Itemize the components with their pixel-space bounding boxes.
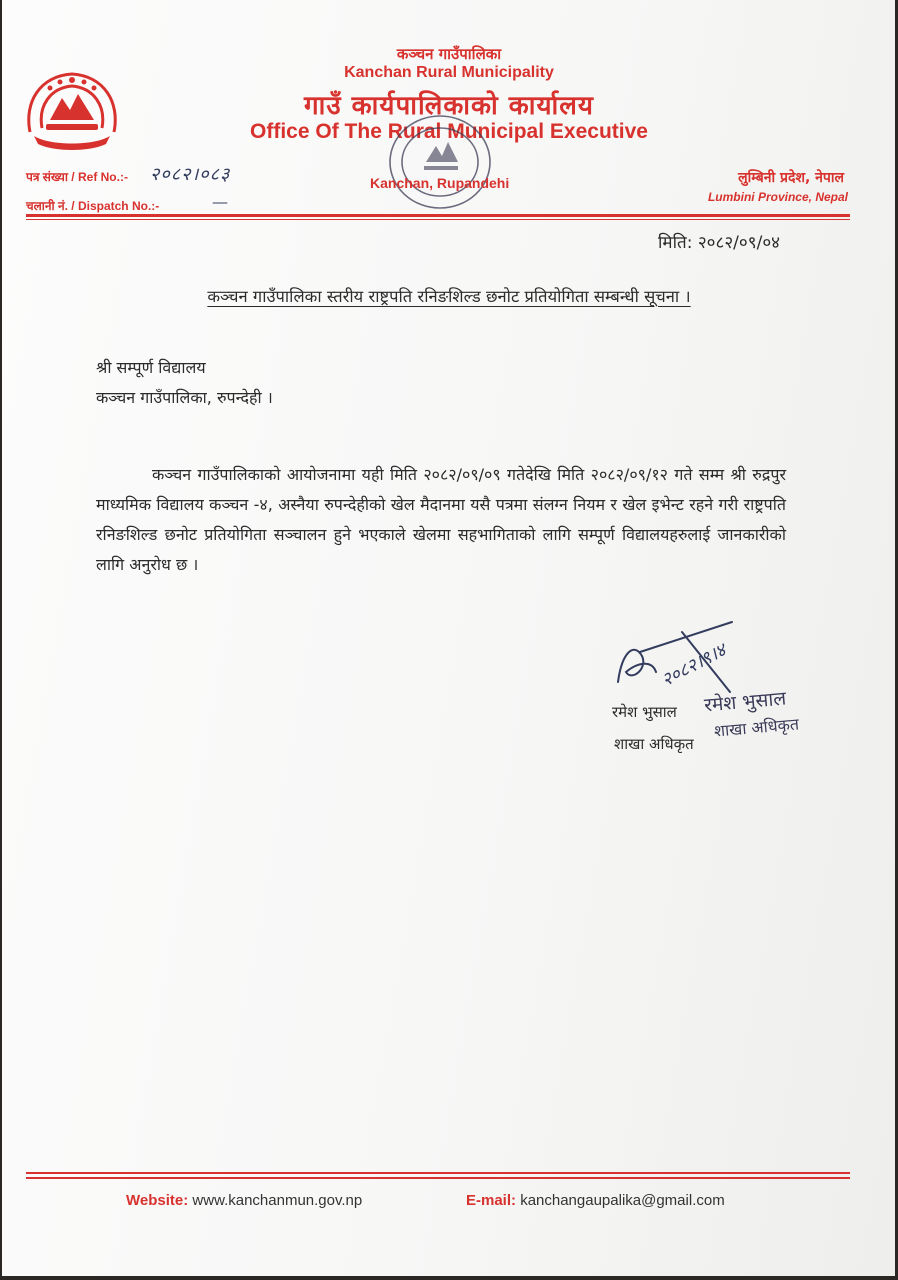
email-value[interactable]: kanchangaupalika@gmail.com — [520, 1192, 725, 1209]
signature-stamp-title: शाखा अधिकृत — [713, 714, 800, 741]
recipient-line-1: श्री सम्पूर्ण विद्यालय — [96, 358, 206, 377]
signatory-title: शाखा अधिकृत — [614, 735, 694, 753]
website-value[interactable]: www.kanchanmun.gov.np — [192, 1192, 363, 1209]
province-english: Lumbini Province, Nepal — [707, 190, 848, 204]
handwritten-signature-icon — [612, 612, 742, 702]
official-seal-icon — [386, 112, 494, 212]
footer-divider-second — [26, 1177, 850, 1179]
recipient-line-2: कञ्चन गाउँपालिका, रुपन्देही । — [96, 388, 273, 407]
ref-no-label: पत्र संख्या / Ref No.:- — [26, 170, 128, 184]
municipality-name-english: Kanchan Rural Municipality — [344, 64, 554, 81]
dispatch-no-label: चलानी नं. / Dispatch No.:- — [26, 199, 160, 213]
office-name-nepali: गाउँ कार्यपालिकाको कार्यालय — [304, 91, 594, 121]
dispatch-no-value: — — [212, 192, 228, 211]
footer-email — [466, 1192, 725, 1209]
website-label: Website: — [126, 1192, 189, 1209]
signature-stamp-name: रमेश भुसाल — [703, 687, 787, 717]
footer-divider — [26, 1172, 850, 1174]
email-label: E-mail: — [466, 1192, 517, 1209]
letter-body: कञ्चन गाउँपालिकाको आयोजनामा यही मिति २०८२/०९/०९ गतेदेखि मिति २०८२/०९/१२ गते सम्म श्री रुद्रपुर माध्यमिक विद्यालय कञ्चन -४, अस्नैया रुपन्देहीको खेल मैदानमा यसै पत्रमा संलग्न नियम र खेल इभेन्ट रहने गरी राष्ट्रपति रनिङशिल्ड छनोट प्रतियोगिता सञ्चालन हुने भएकाले खेलमा सहभागिताको लागि सम्पूर्ण विद्यालयहरुलाई जानकारीको लागि अनुरोध छ । — [96, 465, 786, 574]
ref-no-value: २०८२।०८३ — [150, 164, 231, 185]
municipality-location: Kanchan, Rupandehi — [370, 175, 510, 191]
province-nepali: लुम्बिनी प्रदेश, नेपाल — [738, 170, 844, 186]
footer-website — [126, 1192, 362, 1209]
signature-date: २०८२।९।४ — [658, 639, 730, 691]
office-name-english: Office Of The Rural Municipal Executive — [250, 120, 648, 143]
letter-date: मिति: २०८२/०९/०४ — [658, 233, 780, 253]
municipality-name-nepali: कञ्चन गाउँपालिका — [396, 45, 502, 63]
signatory-name: रमेश भुसाल — [612, 703, 677, 721]
header-divider-thin — [26, 219, 850, 220]
letterhead — [0, 0, 898, 230]
header-divider — [26, 214, 850, 217]
letter-subject: कञ्चन गाउँपालिका स्तरीय राष्ट्रपति रनिङशिल्ड छनोट प्रतियोगिता सम्बन्धी सूचना । — [207, 287, 691, 306]
